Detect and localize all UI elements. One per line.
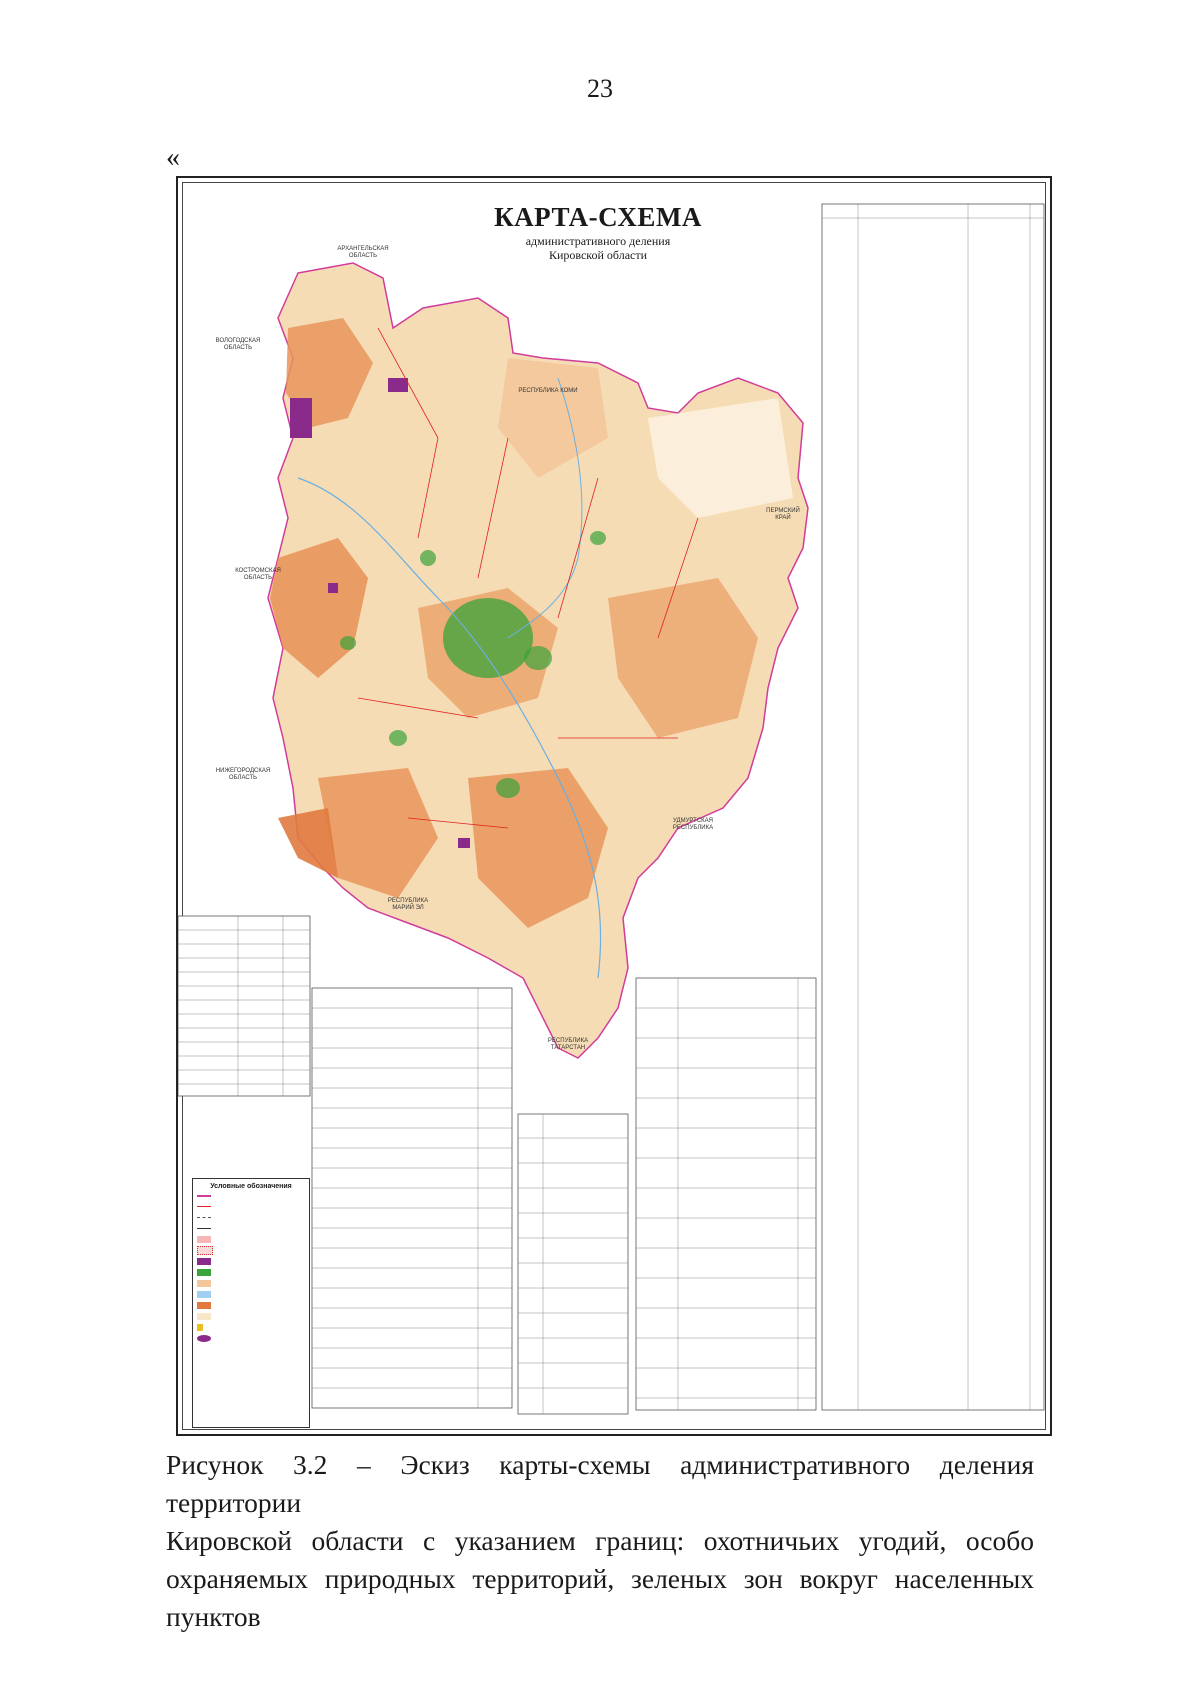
- protected-area-1: [290, 398, 312, 438]
- legend-title: Условные обозначения: [210, 1183, 292, 1190]
- label-perm: ПЕРМСКИЙ КРАЙ: [766, 508, 800, 521]
- table-block-1: [178, 916, 310, 1096]
- label-kostroma: КОСТРОМСКАЯ ОБЛАСТЬ: [235, 568, 281, 581]
- hunting-area-far-southwest: [278, 808, 338, 878]
- legend-row-reserved: [193, 1278, 309, 1289]
- legend-row-purple-oval: [193, 1333, 309, 1344]
- legend-row-marker: [193, 1322, 309, 1333]
- green-zone-7: [420, 550, 436, 566]
- map-subtitle-1: административного деления: [525, 234, 671, 248]
- legend-row-water: [193, 1289, 309, 1300]
- protected-area-2: [388, 378, 408, 392]
- legend-row-other: [193, 1245, 309, 1256]
- label-nizhny: НИЖЕГОРОДСКАЯ ОБЛАСТЬ: [215, 768, 271, 781]
- protected-area-3: [328, 583, 338, 593]
- map-title: КАРТА-СХЕМА: [494, 202, 702, 232]
- opening-quote: «: [166, 142, 180, 173]
- label-mari: РЕСПУБЛИКА МАРИЙ ЭЛ: [387, 898, 429, 911]
- legend-row-protected: [193, 1256, 309, 1267]
- legend-row-green: [193, 1267, 309, 1278]
- protected-area-4: [458, 838, 470, 848]
- legend-row-public: [193, 1300, 309, 1311]
- label-vologda: ВОЛОГОДСКАЯ ОБЛАСТЬ: [215, 338, 261, 351]
- map-figure: [176, 176, 1052, 1436]
- green-zone-4: [340, 636, 356, 650]
- legend-row-settlements: [193, 1212, 309, 1223]
- table-block-3: [518, 1114, 628, 1414]
- label-arkhangelsk: АРХАНГЕЛЬСКАЯ ОБЛАСТЬ: [337, 246, 389, 259]
- legend-row-hunting: [193, 1234, 309, 1245]
- table-block-4: [636, 978, 816, 1410]
- legend-row-roads: [193, 1223, 309, 1234]
- caption-line-1: Рисунок 3.2 – Эскиз карты-схемы административного деления территории: [166, 1449, 1034, 1518]
- label-komi: РЕСПУБЛИКА КОМИ: [518, 388, 578, 394]
- green-zone-6: [590, 531, 606, 545]
- green-zone-2: [524, 646, 552, 670]
- legend-row-districts: [193, 1201, 309, 1212]
- caption-line-3: охраняемых природных территорий, зеленых зон вокруг населенных пунктов: [166, 1563, 1034, 1632]
- legend-row-border: [193, 1190, 309, 1201]
- label-tatarstan: РЕСПУБЛИКА ТАТАРСТАН: [547, 1038, 589, 1051]
- map-subtitle-2: Кировской области: [548, 248, 648, 262]
- table-block-2: [312, 988, 512, 1408]
- label-udmurtia: УДМУРТСКАЯ РЕСПУБЛИКА: [672, 818, 714, 831]
- green-zone-3: [496, 778, 520, 798]
- green-zone-kirov: [443, 598, 533, 678]
- caption-line-2: Кировской области с указанием границ: охотничьих угодий, особо: [166, 1525, 1034, 1556]
- map-legend: [192, 1178, 310, 1428]
- legend-row-orange: [193, 1311, 309, 1322]
- page-number: 23: [587, 74, 613, 103]
- green-zone-5: [389, 730, 407, 746]
- figure-caption: [166, 1446, 1034, 1636]
- side-table-border: [822, 204, 1044, 1410]
